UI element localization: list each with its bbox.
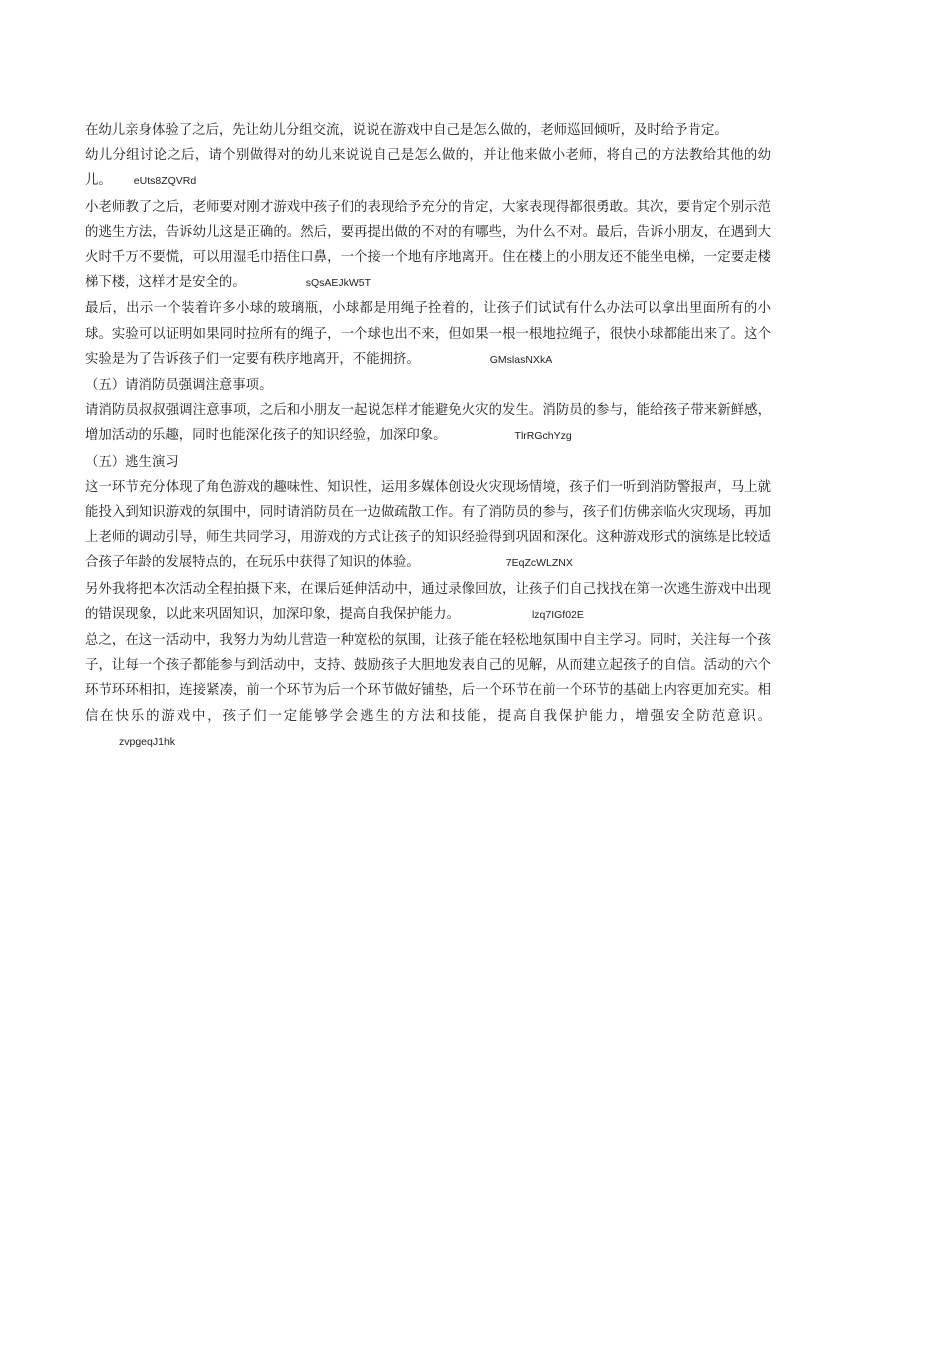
paragraph-code: lzq7IGf02E: [531, 608, 584, 621]
paragraph-text: 小老师教了之后，老师要对刚才游戏中孩子们的表现给予充分的肯定，大家表现得都很勇敢。其次，要肯定个别示范的逃生方法，告诉幼儿这是正确的。然后，要再提出做的不对的有哪些，为什么不对。最后，告诉小朋友，在遇到大火时千万不要慌，可以用湿毛巾捂住口鼻，一个接一个地有序地离开。住在楼上的小朋友还不能坐电梯，一定要走楼梯下楼，这样才是安全的。: [85, 199, 771, 291]
paragraph-4: [85, 296, 771, 373]
paragraph-code: GMslasNXkA: [489, 353, 553, 366]
heading-text: （五）逃生演习: [85, 454, 179, 470]
paragraph-text: 总之，在这一活动中，我努力为幼儿营造一种宽松的氛围，让孩子能在轻松地氛围中自主学习。同时，关注每一个孩子，让每一个孩子都能参与到活动中，支持、鼓励孩子大胆地发表自己的见解，从而建立起孩子的自信。活动的六个环节环环相扣，连接紧凑，前一个环节为后一个环节做好铺垫，后一个环节在前一个环节的基础上内容更加充实。相信在快乐的游戏中，孩子们一定能够学会逃生的方法和技能，提高自我保护能力，增强安全防范意识。: [85, 633, 771, 724]
paragraph-code: sQsAEJkW5T: [305, 277, 372, 290]
paragraph-code: zvpgeqJ1hk: [119, 735, 176, 748]
heading-text: （五）请消防员强调注意事项。: [85, 378, 273, 394]
paragraph-text: 最后，出示一个装着许多小球的玻璃瓶，小球都是用绳子拴着的，让孩子们试试有什么办法可以拿出里面所有的小球。实验可以证明如果同时拉所有的绳子，一个球也出不来，但如果一根一根地拉绳子，很快小球都能出来了。这个实验是为了告诉孩子们一定要有秩序地离开，不能拥挤。: [85, 301, 771, 367]
paragraph-code: TlrRGchYzg: [514, 430, 572, 443]
paragraph-8: [85, 628, 771, 755]
paragraph-7: [85, 577, 771, 628]
paragraph-text: 在幼儿亲身体验了之后，先让幼儿分组交流，说说在游戏中自己是怎么做的，老师巡回倾听，及时给予肯定。: [85, 123, 728, 138]
section-heading-2: [85, 450, 771, 475]
paragraph-5: [85, 398, 771, 449]
paragraph-text: 请消防员叔叔强调注意事项，之后和小朋友一起说怎样才能避免火灾的发生。消防员的参与，能给孩子带来新鲜感，增加活动的乐趣，同时也能深化孩子的知识经验，加深印象。: [85, 403, 771, 444]
section-heading-1: [85, 373, 771, 398]
paragraph-code: eUts8ZQVRd: [133, 175, 197, 188]
paragraph-text: 另外我将把本次活动全程拍摄下来，在课后延伸活动中，通过录像回放，让孩子们自己找找在第一次逃生游戏中出现的错误现象，以此来巩固知识，加深印象，提高自我保护能力。: [85, 581, 771, 622]
paragraph-text: 幼儿分组讨论之后，请个别做得对的幼儿来说说自己是怎么做的，并让他来做小老师，将自己的方法教给其他的幼儿。: [85, 148, 771, 189]
paragraph-text: 这一环节充分体现了角色游戏的趣味性、知识性，运用多媒体创设火灾现场情境，孩子们一听到消防警报声，马上就能投入到知识游戏的氛围中，同时请消防员在一边做疏散工作。有了消防员的参与，孩子们仿佛亲临火灾现场，再加上老师的调动引导，师生共同学习，用游戏的方式让孩子的知识经验得到巩固和深化。这种游戏形式的演练是比较适合孩子年龄的发展特点的，在玩乐中获得了知识的体验。: [85, 479, 771, 571]
paragraph-3: [85, 195, 771, 297]
paragraph-1: [85, 118, 771, 143]
paragraph-2: [85, 143, 771, 194]
document-body: [85, 118, 771, 755]
paragraph-code: 7EqZcWLZNX: [505, 557, 573, 570]
paragraph-6: [85, 475, 771, 577]
